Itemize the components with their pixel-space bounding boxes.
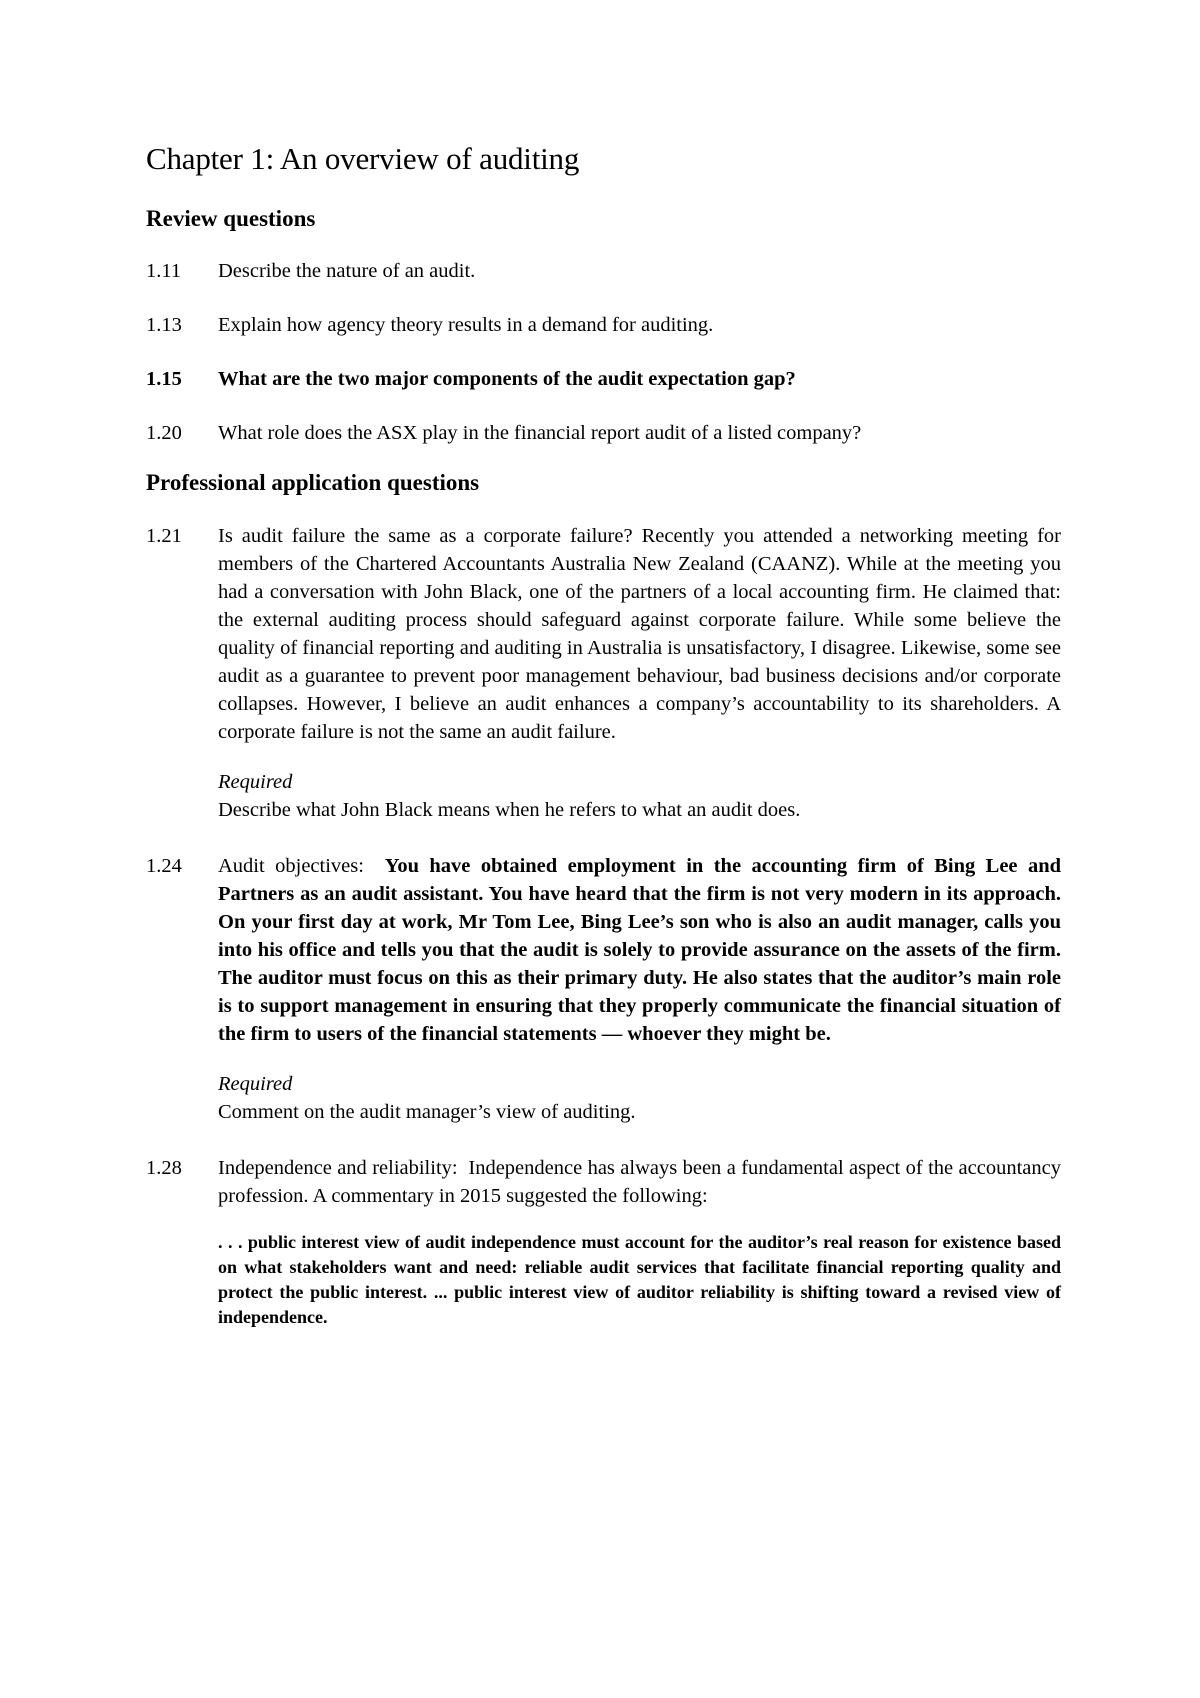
question-number: 1.24 — [146, 855, 182, 878]
question-text: Explain how agency theory results in a demand for auditing. — [218, 313, 714, 336]
required-label: Required — [218, 771, 293, 794]
question-text: Independence and reliability: Independence has always been a fundamental aspect of the accountancy profession. A commentary in 2015 suggested the following: — [218, 1157, 1067, 1208]
professional-question-1-21 — [146, 522, 1061, 824]
quoted-commentary: . . . public interest view of audit independence must account for the auditor’s real reason for existence based on what stakeholders want and need: reliable audit services that facilitate financial reporting quality and protect the public interest. ... public interest view of auditor reliability is shifting toward a revised view of independence. — [218, 1232, 1061, 1328]
review-question-1-13 — [146, 311, 1061, 339]
question-text: What role does the ASX play in the financial report audit of a listed company? — [218, 421, 862, 444]
question-body — [218, 1154, 1067, 1330]
chapter-title: Chapter 1: An overview of auditing — [146, 141, 580, 176]
review-question-1-15 — [146, 365, 1061, 393]
question-number: 1.13 — [146, 313, 182, 336]
professional-questions-heading: Professional application questions — [146, 469, 480, 495]
question-text: Describe the nature of an audit. — [218, 259, 476, 282]
question-body — [218, 852, 1061, 1126]
question-text: You have obtained employment in the accounting firm of Bing Lee and Partners as an audit assistant. You have heard that the firm is not very modern in its approach. On your first day at work, Mr Tom Lee, Bing Lee’s son who is also an audit manager, calls you into his office and tells you that the audit is solely to provide assurance on the assets of the firm. The auditor must focus on this as their primary duty. He also states that the auditor’s main role is to support management in ensuring that they properly communicate the financial situation of the firm to users of the financial statements — whoever they might be. — [218, 855, 1061, 1046]
question-body — [218, 522, 1061, 824]
required-text: Describe what John Black means when he refers to what an audit does. — [218, 799, 801, 822]
required-text: Comment on the audit manager’s view of auditing. — [218, 1101, 636, 1124]
question-number: 1.11 — [146, 259, 182, 282]
required-block — [218, 768, 1061, 824]
question-number: 1.28 — [146, 1157, 182, 1180]
question-lead: Audit objectives: — [218, 855, 385, 878]
question-text: Is audit failure the same as a corporate failure? Recently you attended a networking meeting for members of the Chartered Accountants Australia New Zealand (CAANZ). While at the meeting you had a conversation with John Black, one of the partners of a local accounting firm. He claimed that: the external auditing process should safeguard against corporate failure. While some believe the quality of financial reporting and auditing in Australia is unsatisfactory, I disagree. Likewise, some see audit as a guarantee to prevent poor management behaviour, bad business decisions and/or corporate collapses. However, I believe an audit enhances a company’s accountability to its shareholders. A corporate failure is not the same an audit failure. — [218, 525, 1061, 744]
review-question-1-11 — [146, 257, 1061, 285]
question-number: 1.15 — [146, 367, 182, 390]
question-number: 1.21 — [146, 525, 182, 548]
review-question-1-20 — [146, 419, 1061, 447]
question-paragraph — [218, 852, 1061, 1048]
professional-question-1-28 — [146, 1154, 1067, 1330]
professional-question-1-24 — [146, 852, 1061, 1126]
required-block — [218, 1070, 1061, 1126]
question-text: What are the two major components of the audit expectation gap? — [218, 367, 796, 390]
review-questions-heading: Review questions — [146, 206, 316, 232]
document-page — [146, 140, 1067, 1356]
question-number: 1.20 — [146, 421, 182, 444]
required-label: Required — [218, 1073, 293, 1096]
